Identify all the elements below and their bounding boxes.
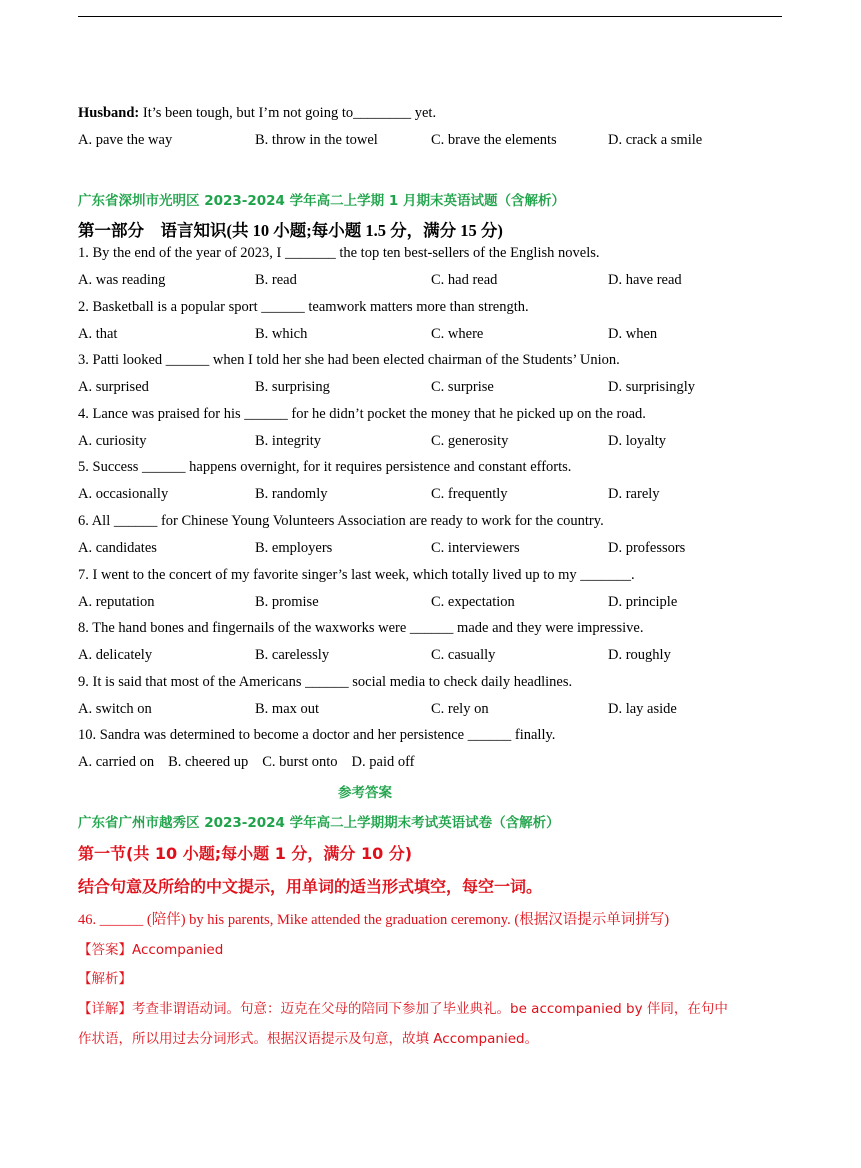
option-a: A. occasionally xyxy=(78,486,169,502)
question-stem-10: 10. Sandra was determined to become a doctor and her persistence ______ finally. xyxy=(78,727,556,743)
option-c: C. rely on xyxy=(431,701,489,717)
options-row-6 xyxy=(78,540,782,560)
option-d: D. crack a smile xyxy=(608,132,703,148)
question-stem-3: 3. Patti looked ______ when I told her she had been elected chairman of the Students’ Union. xyxy=(78,352,620,368)
option-a: A. curiosity xyxy=(78,433,147,449)
answer-key-label: 参考答案 xyxy=(338,785,392,801)
detail-line-2: 作状语，所以用过去分词形式。根据汉语提示及句意，故填 Accompanied。 xyxy=(78,1031,539,1047)
option-a: A. delicately xyxy=(78,647,153,663)
option-b: B. max out xyxy=(255,701,320,717)
option-d: D. have read xyxy=(608,272,682,288)
option-a: A. was reading xyxy=(78,272,166,288)
section-heading-1: 第一部分 语言知识(共 10 小题;每小题 1.5 分，满分 15 分) xyxy=(78,221,503,240)
option-c: C. casually xyxy=(431,647,496,663)
analysis-label: 【解析】 xyxy=(78,971,132,987)
option-d: D. lay aside xyxy=(608,701,677,717)
option-d: D. loyalty xyxy=(608,433,666,449)
options-row-3 xyxy=(78,379,782,399)
option-c: C. surprise xyxy=(431,379,494,395)
options-row-10 xyxy=(78,754,429,771)
detail-line-1: 【详解】考查非谓语动词。句意：迈克在父母的陪同下参加了毕业典礼。be accompanied by 伴同，在句中 xyxy=(78,1001,728,1017)
dialogue-text: It’s been tough, but I’m not going to________ yet. xyxy=(139,105,437,121)
options-row-1 xyxy=(78,272,782,292)
option-d: D. principle xyxy=(608,594,678,610)
question-stem-4: 4. Lance was praised for his ______ for he didn’t pocket the money that he picked up on the road. xyxy=(78,406,646,422)
speaker-label: Husband: xyxy=(78,105,140,121)
options-row-7 xyxy=(78,594,782,614)
source-title-2: 广东省广州市越秀区 2023-2024 学年高二上学期期末考试英语试卷（含解析） xyxy=(78,815,560,831)
option-c: C. frequently xyxy=(431,486,508,502)
option-a: A. that xyxy=(78,326,118,342)
option-a: A. carried on xyxy=(78,754,155,770)
option-a: A. reputation xyxy=(78,594,155,610)
question-stem-7: 7. I went to the concert of my favorite singer’s last week, which totally lived up to my _______. xyxy=(78,567,635,583)
section-heading-2: 第一节(共 10 小题;每小题 1 分，满分 10 分) xyxy=(78,844,413,863)
option-b: B. throw in the towel xyxy=(255,132,378,148)
option-a: A. candidates xyxy=(78,540,157,556)
option-b: B. read xyxy=(255,272,297,288)
question-stem-6: 6. All ______ for Chinese Young Volunteers Association are ready to work for the country. xyxy=(78,513,604,529)
question-stem-9: 9. It is said that most of the Americans ______ social media to check daily headlines. xyxy=(78,674,573,690)
options-row-4 xyxy=(78,433,782,453)
option-c: C. expectation xyxy=(431,594,515,610)
options-row-5 xyxy=(78,486,782,506)
option-c: C. brave the elements xyxy=(431,132,557,148)
option-d: D. roughly xyxy=(608,647,671,663)
option-c: C. where xyxy=(431,326,484,342)
source-title-1: 广东省深圳市光明区 2023-2024 学年高二上学期 1 月期末英语试题（含解析） xyxy=(78,193,565,209)
question-stem-5: 5. Success ______ happens overnight, for it requires persistence and constant efforts. xyxy=(78,459,572,475)
option-b: B. surprising xyxy=(255,379,330,395)
option-b: B. promise xyxy=(255,594,319,610)
question-46: 46. ______ (陪伴) by his parents, Mike attended the graduation ceremony. (根据汉语提示单词拼写) xyxy=(78,912,670,928)
instruction-text: 结合句意及所给的中文提示，用单词的适当形式填空，每空一词。 xyxy=(78,877,543,896)
option-c: C. generosity xyxy=(431,433,509,449)
option-a: A. surprised xyxy=(78,379,149,395)
options-row-8 xyxy=(78,647,782,667)
option-c: C. interviewers xyxy=(431,540,520,556)
options-row-9 xyxy=(78,701,782,721)
option-d: D. professors xyxy=(608,540,686,556)
option-b: B. employers xyxy=(255,540,333,556)
option-a: A. pave the way xyxy=(78,132,173,148)
header-rule xyxy=(78,16,782,17)
question-stem-8: 8. The hand bones and fingernails of the waxworks were ______ made and they were impressive. xyxy=(78,620,644,636)
option-d: D. surprisingly xyxy=(608,379,695,395)
option-a: A. switch on xyxy=(78,701,152,717)
question-stem-2: 2. Basketball is a popular sport ______ teamwork matters more than strength. xyxy=(78,299,529,315)
option-d: D. when xyxy=(608,326,658,342)
option-c: C. burst onto xyxy=(262,754,338,770)
option-b: B. which xyxy=(255,326,308,342)
option-c: C. had read xyxy=(431,272,498,288)
option-b: B. carelessly xyxy=(255,647,330,663)
option-b: B. randomly xyxy=(255,486,328,502)
option-d: D. rarely xyxy=(608,486,660,502)
options-row-top xyxy=(78,132,782,152)
options-row-2 xyxy=(78,326,782,346)
option-d: D. paid off xyxy=(351,754,415,770)
option-b: B. cheered up xyxy=(168,754,249,770)
option-b: B. integrity xyxy=(255,433,322,449)
husband-dialogue xyxy=(78,105,436,122)
answer-line: 【答案】Accompanied xyxy=(78,942,224,958)
question-stem-1: 1. By the end of the year of 2023, I _______ the top ten best-sellers of the English novels. xyxy=(78,245,600,261)
